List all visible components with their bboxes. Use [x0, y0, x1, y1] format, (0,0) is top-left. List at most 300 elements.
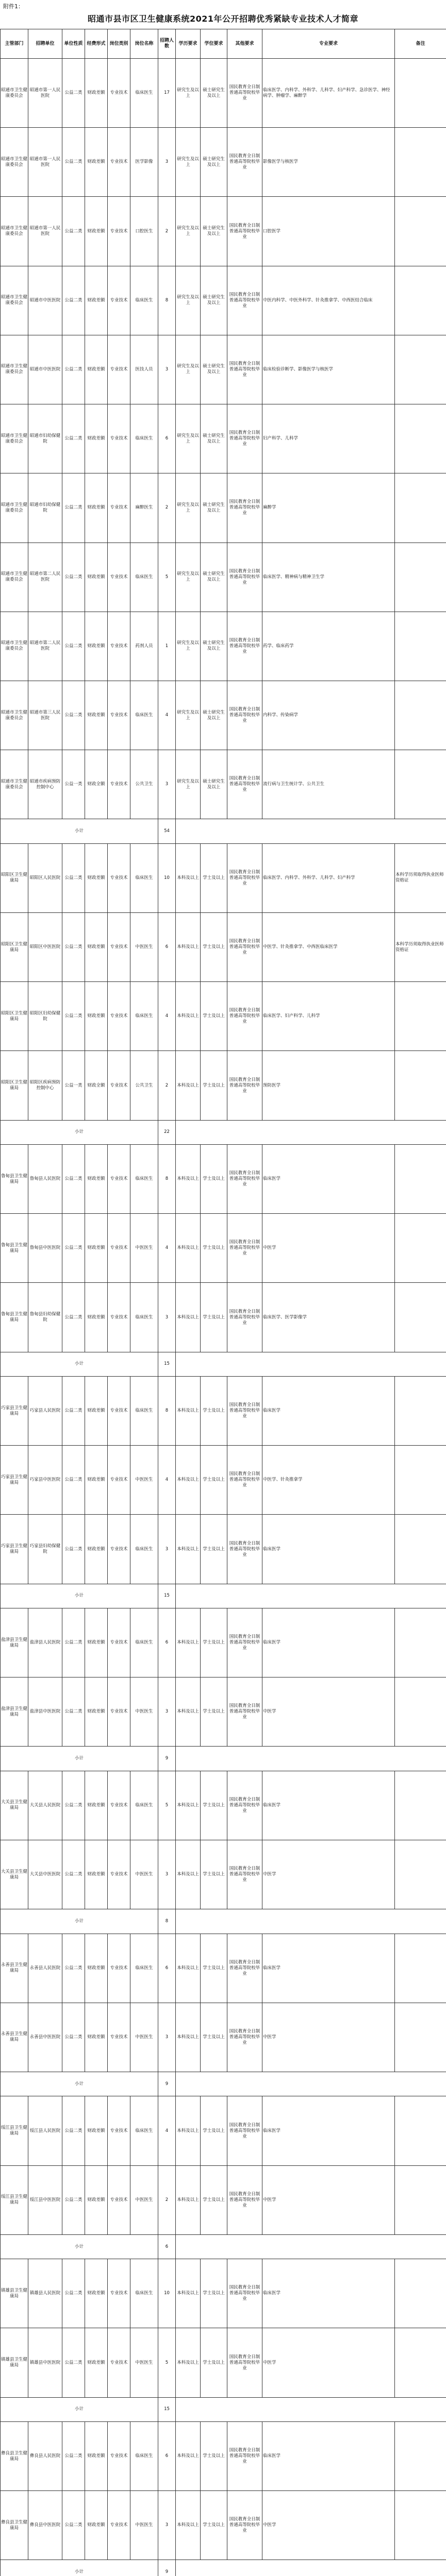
subtotal-count: 8 — [158, 1909, 176, 1934]
education-cell: 本科及以上 — [176, 2422, 201, 2491]
note-cell — [395, 2422, 446, 2491]
category-cell: 专业技术 — [108, 404, 130, 473]
education-cell: 本科及以上 — [176, 1283, 201, 1352]
other-cell: 国民教育全日制普通高等院校毕业 — [227, 612, 262, 681]
note-cell — [395, 335, 446, 404]
column-header: 备注 — [395, 29, 446, 59]
education-cell: 研究生及以上 — [176, 750, 201, 819]
nature-cell: 公益二类 — [62, 2165, 85, 2234]
dept-cell: 鲁甸县卫生健康局 — [1, 1145, 28, 1214]
table-row — [1, 2328, 446, 2397]
fund-cell: 财政差额 — [85, 404, 108, 473]
major-cell: 临床医学 — [262, 1771, 395, 1840]
column-header: 招聘人数 — [158, 29, 176, 59]
subtotal-label: 小计 — [1, 2560, 158, 2576]
note-cell — [395, 1214, 446, 1283]
category-cell: 专业技术 — [108, 1051, 130, 1120]
table-row — [1, 1145, 446, 1214]
column-header: 单位性质 — [62, 29, 85, 59]
category-cell: 专业技术 — [108, 266, 130, 335]
subtotal-count: 15 — [158, 1352, 176, 1376]
dept-cell: 昭通市卫生健康委员会 — [1, 404, 28, 473]
dept-cell: 鲁甸县卫生健康局 — [1, 1283, 28, 1352]
degree-cell: 学士及以上 — [201, 2491, 227, 2560]
table-row — [1, 2259, 446, 2328]
subtotal-count: 9 — [158, 1747, 176, 1771]
nature-cell: 公益二类 — [62, 543, 85, 612]
education-cell: 本科及以上 — [176, 2491, 201, 2560]
fund-cell: 财政差额 — [85, 1840, 108, 1909]
note-cell — [395, 543, 446, 612]
education-cell: 本科及以上 — [176, 2328, 201, 2397]
category-cell: 专业技术 — [108, 2328, 130, 2397]
nature-cell: 公益二类 — [62, 2328, 85, 2397]
note-cell — [395, 1515, 446, 1584]
education-cell: 本科及以上 — [176, 912, 201, 981]
note-cell — [395, 1145, 446, 1214]
education-cell: 研究生及以上 — [176, 612, 201, 681]
post-cell: 中医医生 — [130, 912, 158, 981]
subtotal-label: 小计 — [1, 1909, 158, 1934]
subtotal-row — [1, 1909, 446, 1934]
degree-cell: 学士及以上 — [201, 1608, 227, 1677]
fund-cell: 财政差额 — [85, 1214, 108, 1283]
table-row — [1, 1446, 446, 1515]
fund-cell: 财政差额 — [85, 2096, 108, 2165]
unit-cell: 昭通市疾病预防控制中心 — [28, 750, 62, 819]
unit-cell: 昭通市第一人民医院 — [28, 197, 62, 266]
other-cell: 国民教育全日制普通高等院校毕业 — [227, 982, 262, 1051]
note-cell — [395, 2491, 446, 2560]
education-cell: 本科及以上 — [176, 1145, 201, 1214]
note-cell — [395, 2328, 446, 2397]
note-cell — [395, 1608, 446, 1677]
fund-cell: 财政差额 — [85, 128, 108, 197]
nature-cell: 公益二类 — [62, 612, 85, 681]
category-cell: 专业技术 — [108, 2259, 130, 2328]
post-cell: 临床医生 — [130, 2422, 158, 2491]
fund-cell: 财政差额 — [85, 2422, 108, 2491]
table-row — [1, 473, 446, 543]
degree-cell: 硕士研究生及以上 — [201, 59, 227, 128]
dept-cell: 昭通市卫生健康委员会 — [1, 543, 28, 612]
nature-cell: 公益二类 — [62, 1515, 85, 1584]
nature-cell: 公益二类 — [62, 2422, 85, 2491]
count-cell: 4 — [158, 1446, 176, 1515]
count-cell: 8 — [158, 1377, 176, 1446]
other-cell: 国民教育全日制普通高等院校毕业 — [227, 2259, 262, 2328]
post-cell: 公共卫生 — [130, 1051, 158, 1120]
count-cell: 3 — [158, 2491, 176, 2560]
nature-cell: 公益二类 — [62, 843, 85, 912]
post-cell: 临床医生 — [130, 1771, 158, 1840]
table-row — [1, 1677, 446, 1747]
unit-cell: 昭通市第二人民医院 — [28, 543, 62, 612]
note-cell — [395, 2259, 446, 2328]
post-cell: 临床医生 — [130, 1145, 158, 1214]
dept-cell: 昭通市卫生健康委员会 — [1, 128, 28, 197]
blank-cell — [176, 2072, 446, 2096]
other-cell: 国民教育全日制普通高等院校毕业 — [227, 843, 262, 912]
unit-cell: 昭通市中医医院 — [28, 266, 62, 335]
fund-cell: 财政差额 — [85, 266, 108, 335]
dept-cell: 巧家县卫生健康局 — [1, 1446, 28, 1515]
count-cell: 3 — [158, 2003, 176, 2072]
nature-cell: 公益二类 — [62, 982, 85, 1051]
education-cell: 研究生及以上 — [176, 681, 201, 750]
other-cell: 国民教育全日制普通高等院校毕业 — [227, 128, 262, 197]
count-cell: 5 — [158, 2328, 176, 2397]
category-cell: 专业技术 — [108, 1677, 130, 1747]
blank-cell — [176, 1584, 446, 1608]
fund-cell: 财政全额 — [85, 750, 108, 819]
subtotal-count: 22 — [158, 1120, 176, 1144]
blank-cell — [176, 1120, 446, 1144]
subtotal-label: 小计 — [1, 1584, 158, 1608]
other-cell: 国民教育全日制普通高等院校毕业 — [227, 750, 262, 819]
table-row — [1, 2491, 446, 2560]
degree-cell: 学士及以上 — [201, 2165, 227, 2234]
category-cell: 专业技术 — [108, 1608, 130, 1677]
nature-cell: 公益二类 — [62, 266, 85, 335]
post-cell: 药剂人员 — [130, 612, 158, 681]
major-cell: 中医学 — [262, 1214, 395, 1283]
table-row — [1, 681, 446, 750]
table-row — [1, 59, 446, 128]
table-row — [1, 2096, 446, 2165]
column-header: 经费形式 — [85, 29, 108, 59]
unit-cell: 昭通市中医医院 — [28, 335, 62, 404]
fund-cell: 财政差额 — [85, 912, 108, 981]
nature-cell: 公益二类 — [62, 59, 85, 128]
degree-cell: 学士及以上 — [201, 1446, 227, 1515]
other-cell: 国民教育全日制普通高等院校毕业 — [227, 59, 262, 128]
nature-cell: 公益一类 — [62, 1051, 85, 1120]
degree-cell: 学士及以上 — [201, 982, 227, 1051]
unit-cell: 昭通市妇幼保健院 — [28, 404, 62, 473]
count-cell: 6 — [158, 404, 176, 473]
major-cell: 中医学、针灸推拿学、中西医临床医学 — [262, 912, 395, 981]
subtotal-label: 小计 — [1, 2072, 158, 2096]
post-cell: 临床医生 — [130, 543, 158, 612]
post-cell: 临床医生 — [130, 1608, 158, 1677]
category-cell: 专业技术 — [108, 128, 130, 197]
nature-cell: 公益二类 — [62, 2259, 85, 2328]
dept-cell: 大关县卫生健康局 — [1, 1840, 28, 1909]
count-cell: 6 — [158, 2422, 176, 2491]
dept-cell: 大关县卫生健康局 — [1, 1771, 28, 1840]
subtotal-count: 15 — [158, 1584, 176, 1608]
column-header: 学位要求 — [201, 29, 227, 59]
count-cell: 3 — [158, 1677, 176, 1747]
post-cell: 临床医生 — [130, 982, 158, 1051]
table-row — [1, 1283, 446, 1352]
other-cell: 国民教育全日制普通高等院校毕业 — [227, 2422, 262, 2491]
table-row — [1, 843, 446, 912]
other-cell: 国民教育全日制普通高等院校毕业 — [227, 1515, 262, 1584]
education-cell: 本科及以上 — [176, 2003, 201, 2072]
subtotal-count: 6 — [158, 2234, 176, 2259]
note-cell — [395, 750, 446, 819]
note-cell — [395, 2096, 446, 2165]
post-cell: 中医医生 — [130, 1840, 158, 1909]
column-header: 主管部门 — [1, 29, 28, 59]
major-cell: 预防医学 — [262, 1051, 395, 1120]
table-row — [1, 266, 446, 335]
category-cell: 专业技术 — [108, 2096, 130, 2165]
nature-cell: 公益二类 — [62, 335, 85, 404]
dept-cell: 盐津县卫生健康局 — [1, 1608, 28, 1677]
major-cell: 临床医学、内科学、外科学、儿科学、妇产科学 — [262, 843, 395, 912]
table-row — [1, 1214, 446, 1283]
unit-cell: 巧家县中医医院 — [28, 1446, 62, 1515]
note-cell — [395, 1446, 446, 1515]
fund-cell: 财政差额 — [85, 59, 108, 128]
other-cell: 国民教育全日制普通高等院校毕业 — [227, 1608, 262, 1677]
unit-cell: 昭通市第一人民医院 — [28, 128, 62, 197]
other-cell: 国民教育全日制普通高等院校毕业 — [227, 1377, 262, 1446]
degree-cell: 硕士研究生及以上 — [201, 197, 227, 266]
other-cell: 国民教育全日制普通高等院校毕业 — [227, 335, 262, 404]
table-row — [1, 1771, 446, 1840]
subtotal-row — [1, 2560, 446, 2576]
table-row — [1, 1934, 446, 2003]
subtotal-label: 小计 — [1, 819, 158, 843]
dept-cell: 昭通市卫生健康委员会 — [1, 59, 28, 128]
unit-cell: 昭通市第二人民医院 — [28, 612, 62, 681]
subtotal-row — [1, 1584, 446, 1608]
major-cell: 影像医学与核医学 — [262, 128, 395, 197]
degree-cell: 学士及以上 — [201, 1283, 227, 1352]
count-cell: 3 — [158, 1840, 176, 1909]
table-row — [1, 1608, 446, 1677]
major-cell: 内科学、传染病学 — [262, 681, 395, 750]
subtotal-row — [1, 1747, 446, 1771]
fund-cell: 财政差额 — [85, 2165, 108, 2234]
post-cell: 临床医生 — [130, 843, 158, 912]
post-cell: 临床医生 — [130, 1515, 158, 1584]
other-cell: 国民教育全日制普通高等院校毕业 — [227, 681, 262, 750]
table-row — [1, 335, 446, 404]
blank-cell — [176, 2234, 446, 2259]
degree-cell: 硕士研究生及以上 — [201, 473, 227, 543]
dept-cell: 彝良县卫生健康局 — [1, 2491, 28, 2560]
table-row — [1, 197, 446, 266]
fund-cell: 财政差额 — [85, 1608, 108, 1677]
degree-cell: 硕士研究生及以上 — [201, 750, 227, 819]
note-cell — [395, 197, 446, 266]
unit-cell: 镇雄县人民医院 — [28, 2259, 62, 2328]
unit-cell: 大关县中医医院 — [28, 1840, 62, 1909]
fund-cell: 财政差额 — [85, 1377, 108, 1446]
count-cell: 4 — [158, 982, 176, 1051]
count-cell: 8 — [158, 266, 176, 335]
table-row — [1, 1051, 446, 1120]
degree-cell: 硕士研究生及以上 — [201, 543, 227, 612]
other-cell: 国民教育全日制普通高等院校毕业 — [227, 404, 262, 473]
major-cell: 临床医学 — [262, 2259, 395, 2328]
category-cell: 专业技术 — [108, 912, 130, 981]
table-row — [1, 982, 446, 1051]
degree-cell: 硕士研究生及以上 — [201, 128, 227, 197]
other-cell: 国民教育全日制普通高等院校毕业 — [227, 2491, 262, 2560]
fund-cell: 财政差额 — [85, 2328, 108, 2397]
degree-cell: 硕士研究生及以上 — [201, 404, 227, 473]
blank-cell — [176, 1909, 446, 1934]
subtotal-row — [1, 1352, 446, 1376]
count-cell: 6 — [158, 912, 176, 981]
other-cell: 国民教育全日制普通高等院校毕业 — [227, 1214, 262, 1283]
education-cell: 研究生及以上 — [176, 543, 201, 612]
post-cell: 中医医生 — [130, 1446, 158, 1515]
category-cell: 专业技术 — [108, 1515, 130, 1584]
nature-cell: 公益二类 — [62, 1934, 85, 2003]
post-cell: 临床医生 — [130, 1283, 158, 1352]
subtotal-count: 15 — [158, 2397, 176, 2421]
nature-cell: 公益二类 — [62, 128, 85, 197]
dept-cell: 昭通市卫生健康委员会 — [1, 473, 28, 543]
education-cell: 研究生及以上 — [176, 128, 201, 197]
degree-cell: 学士及以上 — [201, 2422, 227, 2491]
dept-cell: 永善县卫生健康局 — [1, 1934, 28, 2003]
degree-cell: 学士及以上 — [201, 2003, 227, 2072]
major-cell: 临床检验诊断学、影像医学与核医学 — [262, 335, 395, 404]
note-cell — [395, 1377, 446, 1446]
other-cell: 国民教育全日制普通高等院校毕业 — [227, 2165, 262, 2234]
dept-cell: 昭阳区卫生健康局 — [1, 982, 28, 1051]
fund-cell: 财政差额 — [85, 681, 108, 750]
education-cell: 本科及以上 — [176, 1446, 201, 1515]
major-cell: 临床医学 — [262, 1377, 395, 1446]
table-row — [1, 2165, 446, 2234]
education-cell: 研究生及以上 — [176, 404, 201, 473]
note-cell — [395, 1934, 446, 2003]
table-row — [1, 404, 446, 473]
nature-cell: 公益二类 — [62, 1283, 85, 1352]
table-row — [1, 912, 446, 981]
major-cell: 流行病与卫生统计学、公共卫生 — [262, 750, 395, 819]
nature-cell: 公益二类 — [62, 681, 85, 750]
other-cell: 国民教育全日制普通高等院校毕业 — [227, 2328, 262, 2397]
column-header: 岗位名称 — [130, 29, 158, 59]
unit-cell: 鲁甸县人民医院 — [28, 1145, 62, 1214]
attachment-label: 附件1： — [3, 3, 24, 10]
education-cell: 本科及以上 — [176, 843, 201, 912]
nature-cell: 公益二类 — [62, 1377, 85, 1446]
count-cell: 3 — [158, 1283, 176, 1352]
column-header: 岗位类别 — [108, 29, 130, 59]
table-row — [1, 2003, 446, 2072]
category-cell: 专业技术 — [108, 612, 130, 681]
unit-cell: 昭通市第一人民医院 — [28, 59, 62, 128]
degree-cell: 学士及以上 — [201, 1377, 227, 1446]
column-header: 招聘单位 — [28, 29, 62, 59]
major-cell: 中医学、针灸推拿学 — [262, 1446, 395, 1515]
major-cell: 中医学 — [262, 1840, 395, 1909]
post-cell: 中医医生 — [130, 2165, 158, 2234]
major-cell: 妇产科学、儿科学 — [262, 404, 395, 473]
count-cell: 4 — [158, 1214, 176, 1283]
category-cell: 专业技术 — [108, 1934, 130, 2003]
blank-cell — [176, 2560, 446, 2576]
degree-cell: 学士及以上 — [201, 843, 227, 912]
dept-cell: 昭通市卫生健康委员会 — [1, 266, 28, 335]
major-cell: 中医学 — [262, 1677, 395, 1747]
count-cell: 6 — [158, 1934, 176, 2003]
table-row — [1, 1840, 446, 1909]
category-cell: 专业技术 — [108, 2491, 130, 2560]
unit-cell: 永善县中医医院 — [28, 2003, 62, 2072]
count-cell: 2 — [158, 197, 176, 266]
fund-cell: 财政差额 — [85, 1677, 108, 1747]
dept-cell: 昭通市卫生健康委员会 — [1, 335, 28, 404]
dept-cell: 昭通市卫生健康委员会 — [1, 612, 28, 681]
subtotal-row — [1, 2397, 446, 2421]
post-cell: 临床医生 — [130, 266, 158, 335]
category-cell: 专业技术 — [108, 59, 130, 128]
category-cell: 专业技术 — [108, 473, 130, 543]
note-cell — [395, 59, 446, 128]
major-cell: 临床医学 — [262, 2422, 395, 2491]
count-cell: 1 — [158, 612, 176, 681]
fund-cell: 财政差额 — [85, 1283, 108, 1352]
major-cell: 麻醉学 — [262, 473, 395, 543]
dept-cell: 彝良县卫生健康局 — [1, 2422, 28, 2491]
education-cell: 本科及以上 — [176, 1771, 201, 1840]
category-cell: 专业技术 — [108, 1214, 130, 1283]
blank-cell — [176, 819, 446, 843]
degree-cell: 硕士研究生及以上 — [201, 335, 227, 404]
subtotal-count: 9 — [158, 2072, 176, 2096]
dept-cell: 昭通市卫生健康委员会 — [1, 750, 28, 819]
degree-cell: 学士及以上 — [201, 1677, 227, 1747]
degree-cell: 学士及以上 — [201, 2096, 227, 2165]
fund-cell: 财政差额 — [85, 335, 108, 404]
subtotal-row — [1, 819, 446, 843]
major-cell: 中医学 — [262, 2491, 395, 2560]
note-cell — [395, 266, 446, 335]
nature-cell: 公益二类 — [62, 1771, 85, 1840]
fund-cell: 财政差额 — [85, 543, 108, 612]
unit-cell: 盐津县人民医院 — [28, 1608, 62, 1677]
subtotal-row — [1, 2234, 446, 2259]
note-cell — [395, 1771, 446, 1840]
note-cell — [395, 612, 446, 681]
nature-cell: 公益二类 — [62, 197, 85, 266]
subtotal-row — [1, 1120, 446, 1144]
unit-cell: 盐津县中医医院 — [28, 1677, 62, 1747]
education-cell: 本科及以上 — [176, 1840, 201, 1909]
post-cell: 中医医生 — [130, 2003, 158, 2072]
other-cell: 国民教育全日制普通高等院校毕业 — [227, 1145, 262, 1214]
note-cell: 本科学历须取得执业医师资格证 — [395, 843, 446, 912]
degree-cell: 硕士研究生及以上 — [201, 681, 227, 750]
note-cell — [395, 1677, 446, 1747]
major-cell: 口腔医学 — [262, 197, 395, 266]
fund-cell: 财政差额 — [85, 1771, 108, 1840]
count-cell: 17 — [158, 59, 176, 128]
major-cell: 中医内科学、中医外科学、针灸推拿学、中西医结合临床 — [262, 266, 395, 335]
category-cell: 专业技术 — [108, 335, 130, 404]
category-cell: 专业技术 — [108, 197, 130, 266]
dept-cell: 绥江县卫生健康局 — [1, 2096, 28, 2165]
note-cell — [395, 128, 446, 197]
unit-cell: 鲁甸县中医医院 — [28, 1214, 62, 1283]
degree-cell: 学士及以上 — [201, 912, 227, 981]
blank-cell — [176, 1352, 446, 1376]
dept-cell: 盐津县卫生健康局 — [1, 1677, 28, 1747]
blank-cell — [176, 1747, 446, 1771]
